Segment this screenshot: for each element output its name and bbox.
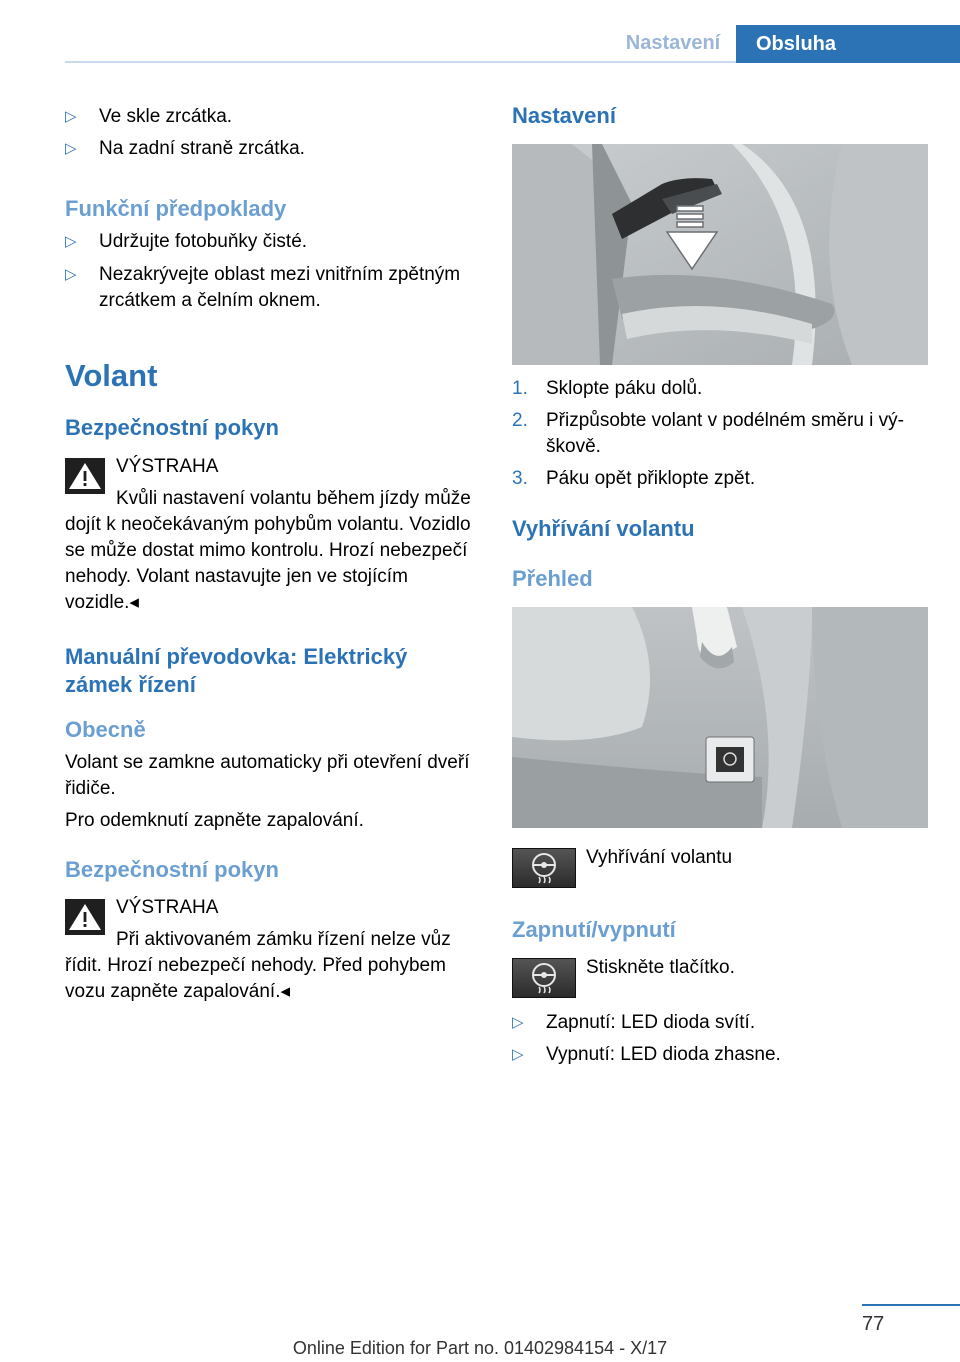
warning-label: VÝSTRAHA xyxy=(116,897,219,918)
section-title-manual: Manuální převodovka: Elektrický zámek řízení xyxy=(65,644,408,697)
section-title-obecne: Obecně xyxy=(65,717,146,742)
section-title-safety-2: Bezpečnostní pokyn xyxy=(65,857,279,882)
bullet-marker-icon: ▷ xyxy=(512,1046,524,1063)
steering-lever-figure xyxy=(512,144,928,365)
bullet-marker-icon: ▷ xyxy=(65,233,77,250)
figure-caption: Vyhřívání volantu xyxy=(586,847,733,868)
section-title-funkcni: Funkční předpoklady xyxy=(65,196,287,221)
steering-column-figure xyxy=(512,607,928,828)
bullet-marker-icon: ▷ xyxy=(65,108,77,125)
section-title-nastaveni: Nastavení xyxy=(512,103,616,128)
chapter-title-volant: Volant xyxy=(65,358,158,393)
warning-text: Při aktivovaném zámku řízení nelze vůz řídit. Hrozí nebezpečí nehody. Před pohybem vozu zapněte zapalování.◂ xyxy=(65,929,451,1002)
section-title-overview: Přehled xyxy=(512,566,593,591)
header-tab-section: Nastavení xyxy=(625,32,721,54)
section-title-onoff: Zapnutí/vypnutí xyxy=(512,917,676,942)
page-number: 77 xyxy=(862,1313,885,1335)
paragraph: Volant se zamkne automaticky při otevření dveří řidiče. xyxy=(65,752,470,799)
header-tab-chapter: Obsluha xyxy=(736,25,960,63)
steering-heat-icon xyxy=(512,848,576,888)
instruction-text: Stiskněte tlačítko. xyxy=(586,957,735,978)
bullet-marker-icon: ▷ xyxy=(65,266,77,283)
paragraph: Pro odemknutí zapněte zapalování. xyxy=(65,810,364,831)
bullet-marker-icon: ▷ xyxy=(65,140,77,157)
steering-heat-icon xyxy=(512,958,576,998)
section-title-heating: Vyhřívání volantu xyxy=(512,516,695,541)
warning-label: VÝSTRAHA xyxy=(116,456,219,477)
footer-rule xyxy=(862,1304,960,1306)
footer-edition: Online Edition for Part no. 01402984154 - X/17 xyxy=(292,1338,668,1358)
warning-text: Kvůli nastavení volantu během jízdy může dojít k neočekávaným pohybům volantu. Vozidlo se může dostat mimo kontrolu. Hrozí nebezpečí nehody. Volant nastavujte jen ve stojícím vozidle.◂ xyxy=(65,488,471,613)
section-title-safety-1: Bezpečnostní pokyn xyxy=(65,415,279,440)
bullet-marker-icon: ▷ xyxy=(512,1014,524,1031)
